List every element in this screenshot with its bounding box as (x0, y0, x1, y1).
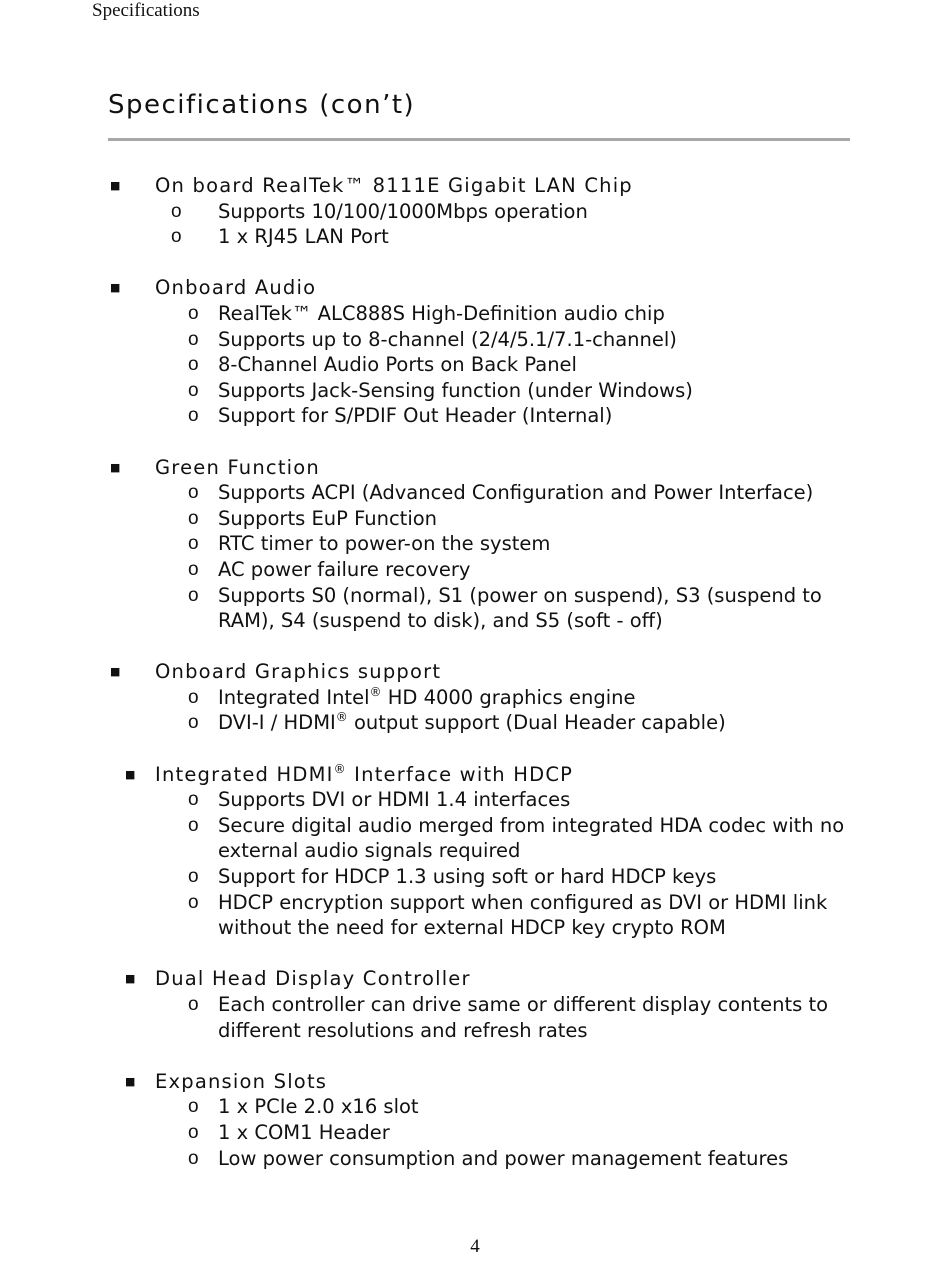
circle-bullet-icon: o (188, 482, 199, 504)
circle-bullet-icon: o (188, 558, 199, 580)
square-bullet-icon: ■ (125, 972, 137, 986)
circle-bullet-icon: o (188, 1121, 199, 1143)
list-item: o Supports EuP Function (188, 506, 438, 530)
circle-bullet-icon: o (188, 1096, 199, 1118)
section-heading (0, 275, 950, 301)
list-item: o Low power consumption and power management features (188, 1146, 789, 1170)
circle-bullet-icon: o (188, 814, 199, 836)
page-number: 4 (470, 1236, 480, 1257)
circle-bullet-icon: o (171, 200, 182, 222)
square-bullet-icon: ■ (125, 767, 137, 781)
list-item: o HDCP encryption support when configured as DVI or HDMI link without the need for external HDCP key crypto ROM (188, 890, 828, 940)
section-heading-text: Green Function (155, 455, 320, 479)
spec-list (0, 173, 950, 1197)
section-expansion-slots (0, 1069, 950, 1171)
list-item: o Supports up to 8-channel (2/4/5.1/7.1-channel) (188, 327, 677, 351)
running-header: Specifications (92, 0, 200, 21)
section-green-function (0, 455, 950, 634)
section-lan (0, 173, 950, 250)
circle-bullet-icon: o (188, 354, 199, 376)
section-heading (0, 173, 950, 199)
section-heading-text: Onboard Graphics support (155, 660, 442, 684)
list-item: o Supports S0 (normal), S1 (power on suspend), S3 (suspend to RAM), S4 (suspend to disk), and S5 (soft - off) (188, 583, 822, 633)
circle-bullet-icon: o (188, 379, 199, 401)
circle-bullet-icon: o (188, 866, 199, 888)
list-item: o Support for HDCP 1.3 using soft or hard HDCP keys (188, 865, 717, 889)
list-item: o Integrated Intel® HD 4000 graphics engine (188, 684, 636, 709)
circle-bullet-icon: o (171, 226, 182, 248)
title-divider (108, 138, 850, 141)
circle-bullet-icon: o (188, 533, 199, 555)
circle-bullet-icon: o (188, 891, 199, 913)
section-heading-text: Integrated HDMI® Interface with HDCP (155, 761, 574, 786)
section-heading (0, 455, 950, 481)
circle-bullet-icon: o (188, 1147, 199, 1169)
circle-bullet-icon: o (188, 712, 199, 734)
circle-bullet-icon: o (188, 328, 199, 350)
list-item: o Supports 10/100/1000Mbps operation (171, 199, 588, 223)
list-item: o Supports ACPI (Advanced Configuration and Power Interface) (188, 481, 814, 505)
circle-bullet-icon: o (188, 994, 199, 1015)
square-bullet-icon: ■ (110, 460, 122, 474)
section-heading-text: Onboard Audio (155, 276, 317, 300)
list-item: o 1 x PCIe 2.0 x16 slot (188, 1095, 419, 1119)
list-item: o AC power failure recovery (188, 557, 471, 581)
section-heading (0, 1069, 950, 1095)
list-item: o Supports DVI or HDMI 1.4 interfaces (188, 788, 571, 812)
section-heading-text: Dual Head Display Controller (155, 967, 471, 991)
section-heading (0, 762, 950, 788)
square-bullet-icon: ■ (110, 179, 122, 192)
section-heading-text: Expansion Slots (155, 1069, 328, 1093)
circle-bullet-icon: o (188, 507, 199, 529)
section-graphics (0, 659, 950, 736)
section-heading (0, 659, 950, 685)
list-item: o Supports Jack-Sensing function (under Windows) (188, 378, 693, 402)
section-heading (0, 966, 950, 992)
list-item: o 1 x RJ45 LAN Port (171, 225, 389, 249)
list-item: o RTC timer to power-on the system (188, 532, 551, 556)
list-item: o Each controller can drive same or different display contents to different resolutions and refresh rates (188, 993, 829, 1042)
square-bullet-icon: ■ (125, 1074, 137, 1088)
list-item: o 8-Channel Audio Ports on Back Panel (188, 353, 577, 377)
circle-bullet-icon: o (188, 789, 199, 811)
section-dual-head (0, 966, 950, 1043)
list-item: o Secure digital audio merged from integrated HDA codec with no external audio signals required (188, 813, 845, 863)
section-heading-text: On board RealTek™ 8111E Gigabit LAN Chip (155, 174, 633, 197)
list-item: o Support for S/PDIF Out Header (Internal) (188, 404, 613, 428)
square-bullet-icon: ■ (110, 281, 122, 295)
list-item: o DVI-I / HDMI® output support (Dual Header capable) (188, 710, 726, 735)
circle-bullet-icon: o (188, 584, 199, 606)
list-item: o 1 x COM1 Header (188, 1120, 390, 1144)
section-hdmi (0, 762, 950, 941)
page-title: Specifications (con’t) (108, 90, 416, 120)
circle-bullet-icon: o (188, 302, 199, 324)
square-bullet-icon: ■ (110, 665, 122, 679)
circle-bullet-icon: o (188, 405, 199, 427)
list-item: o RealTek™ ALC888S High-Definition audio chip (188, 301, 665, 325)
circle-bullet-icon: o (188, 686, 199, 708)
section-audio (0, 275, 950, 429)
